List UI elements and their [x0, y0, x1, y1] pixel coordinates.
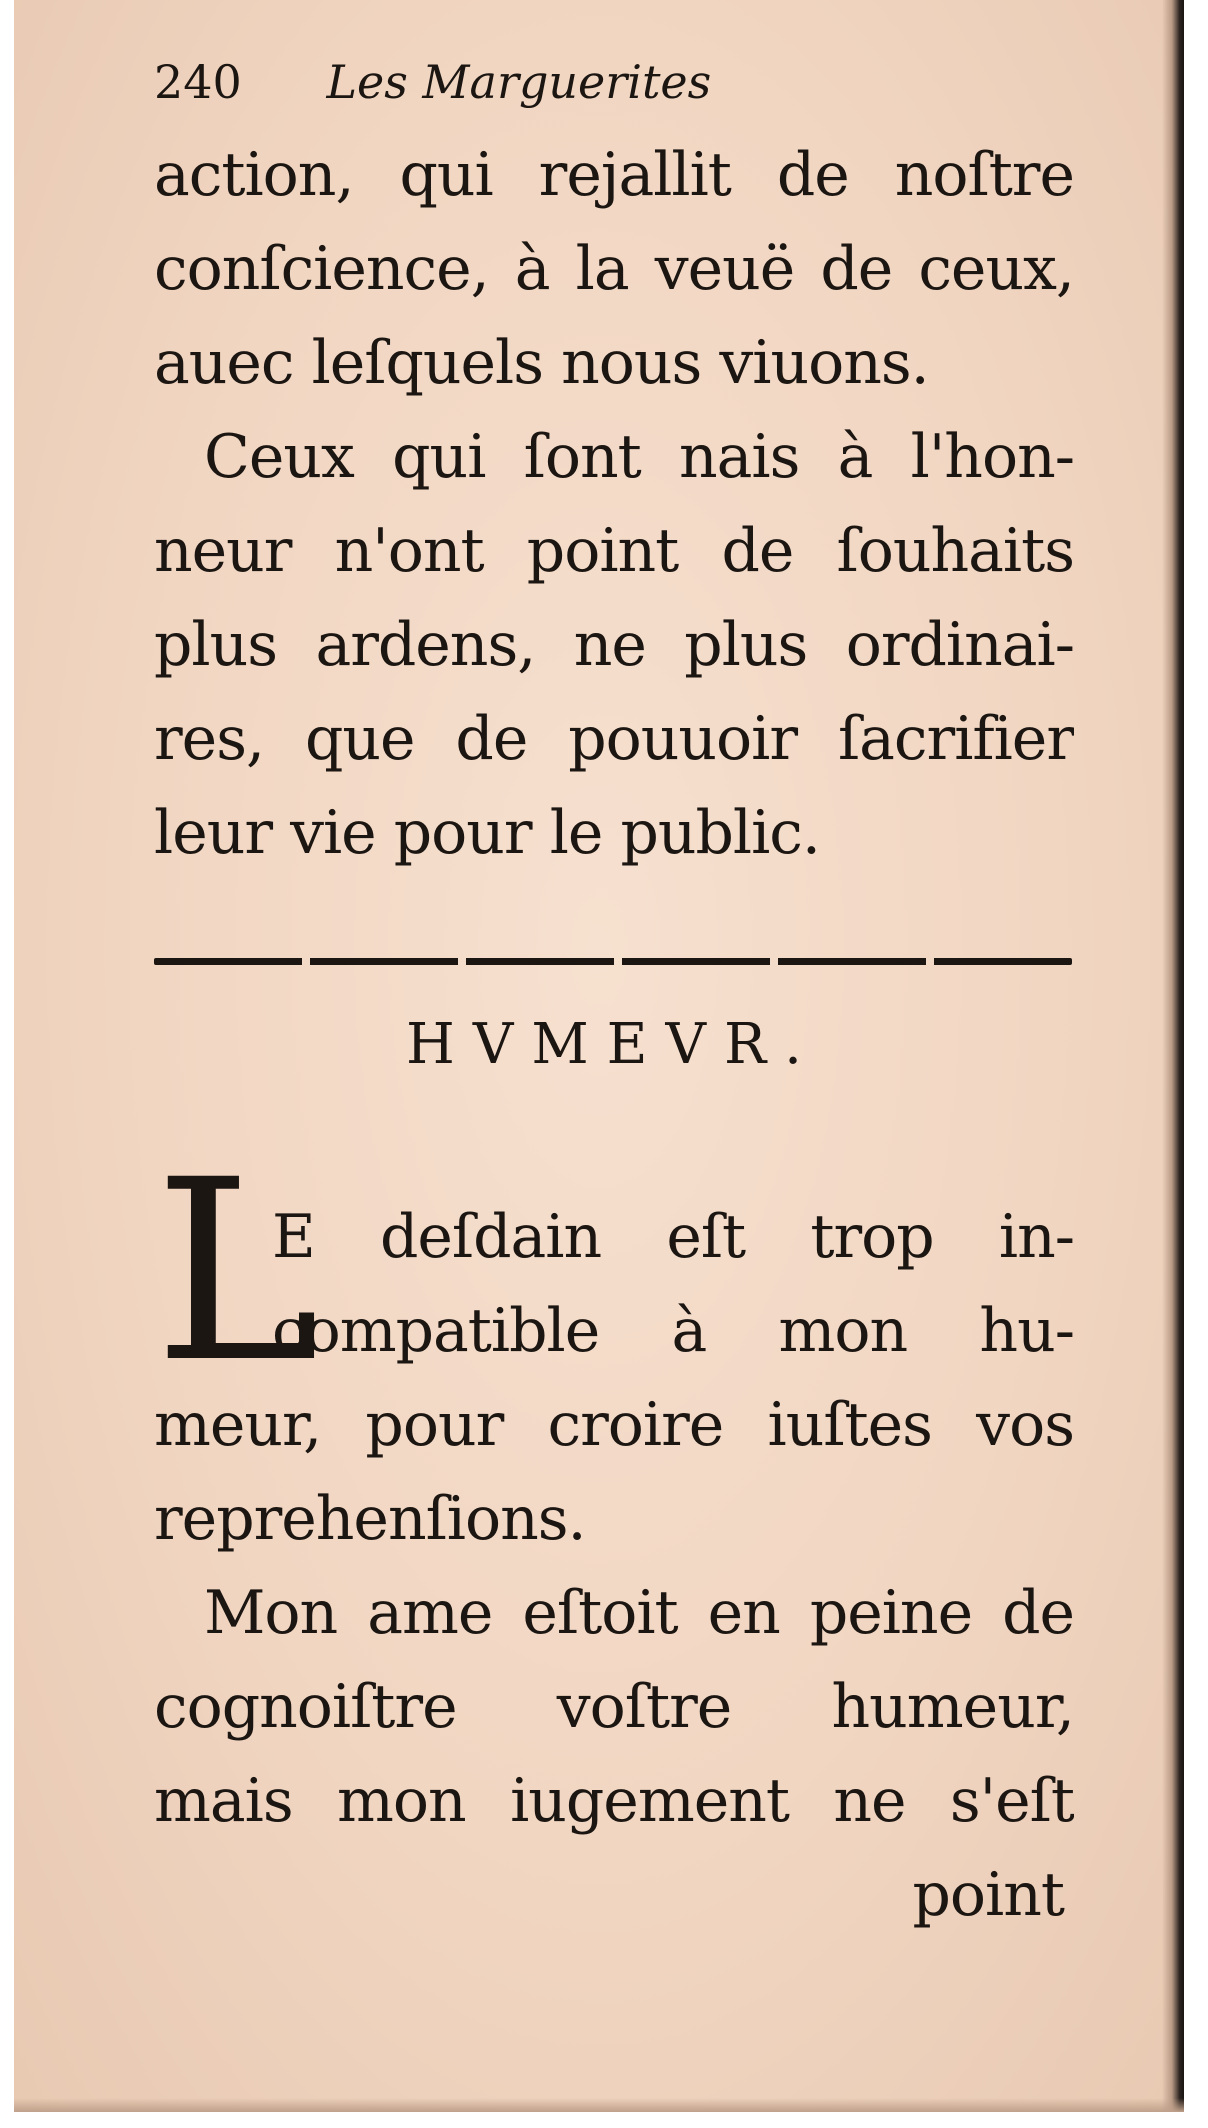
text-line: res, que de pouuoir ſacrifier [154, 704, 1074, 774]
text-line: E deſdain eſt trop in- [272, 1202, 1074, 1272]
text-line: auec leſquels nous viuons. [154, 328, 929, 398]
catchword: point [912, 1860, 1064, 1930]
dropcap-indented-lines [154, 1190, 1074, 1378]
book-page [14, 0, 1184, 2112]
text-line: neur n'ont point de ſouhaits [154, 516, 1074, 586]
text-line: mais mon iugement ne s'eſt [154, 1766, 1074, 1836]
text-line: leur vie pour le public. [154, 798, 820, 868]
ornamental-rule [154, 958, 1072, 965]
text-line: Mon ame eſtoit en peine de [204, 1578, 1074, 1648]
text-line: conſcience, à la veuë de ceux, [154, 234, 1074, 304]
text-line: Ceux qui ſont nais à l'hon- [204, 422, 1074, 492]
page-edge-shadow [1162, 0, 1184, 2112]
page-number: 240 [154, 55, 242, 109]
page-bottom-edge [14, 2098, 1184, 2112]
paragraph-block-2 [154, 1190, 1074, 1942]
text-line: reprehenſions. [154, 1484, 586, 1554]
text-line: action, qui rejallit de noſtre [154, 140, 1074, 210]
text-line: plus ardens, ne plus ordinai- [154, 610, 1074, 680]
section-heading: HVMEVR. [406, 1012, 820, 1077]
text-line: meur, pour croire iuſtes vos [154, 1390, 1074, 1460]
running-head [154, 52, 711, 112]
text-line: cognoiſtre voſtre humeur, [154, 1672, 1074, 1742]
text-line: compatible à mon hu- [272, 1296, 1074, 1366]
drop-cap: L [154, 1126, 321, 1417]
paragraph-block-1 [154, 128, 1074, 880]
running-title: Les Marguerites [326, 55, 712, 109]
